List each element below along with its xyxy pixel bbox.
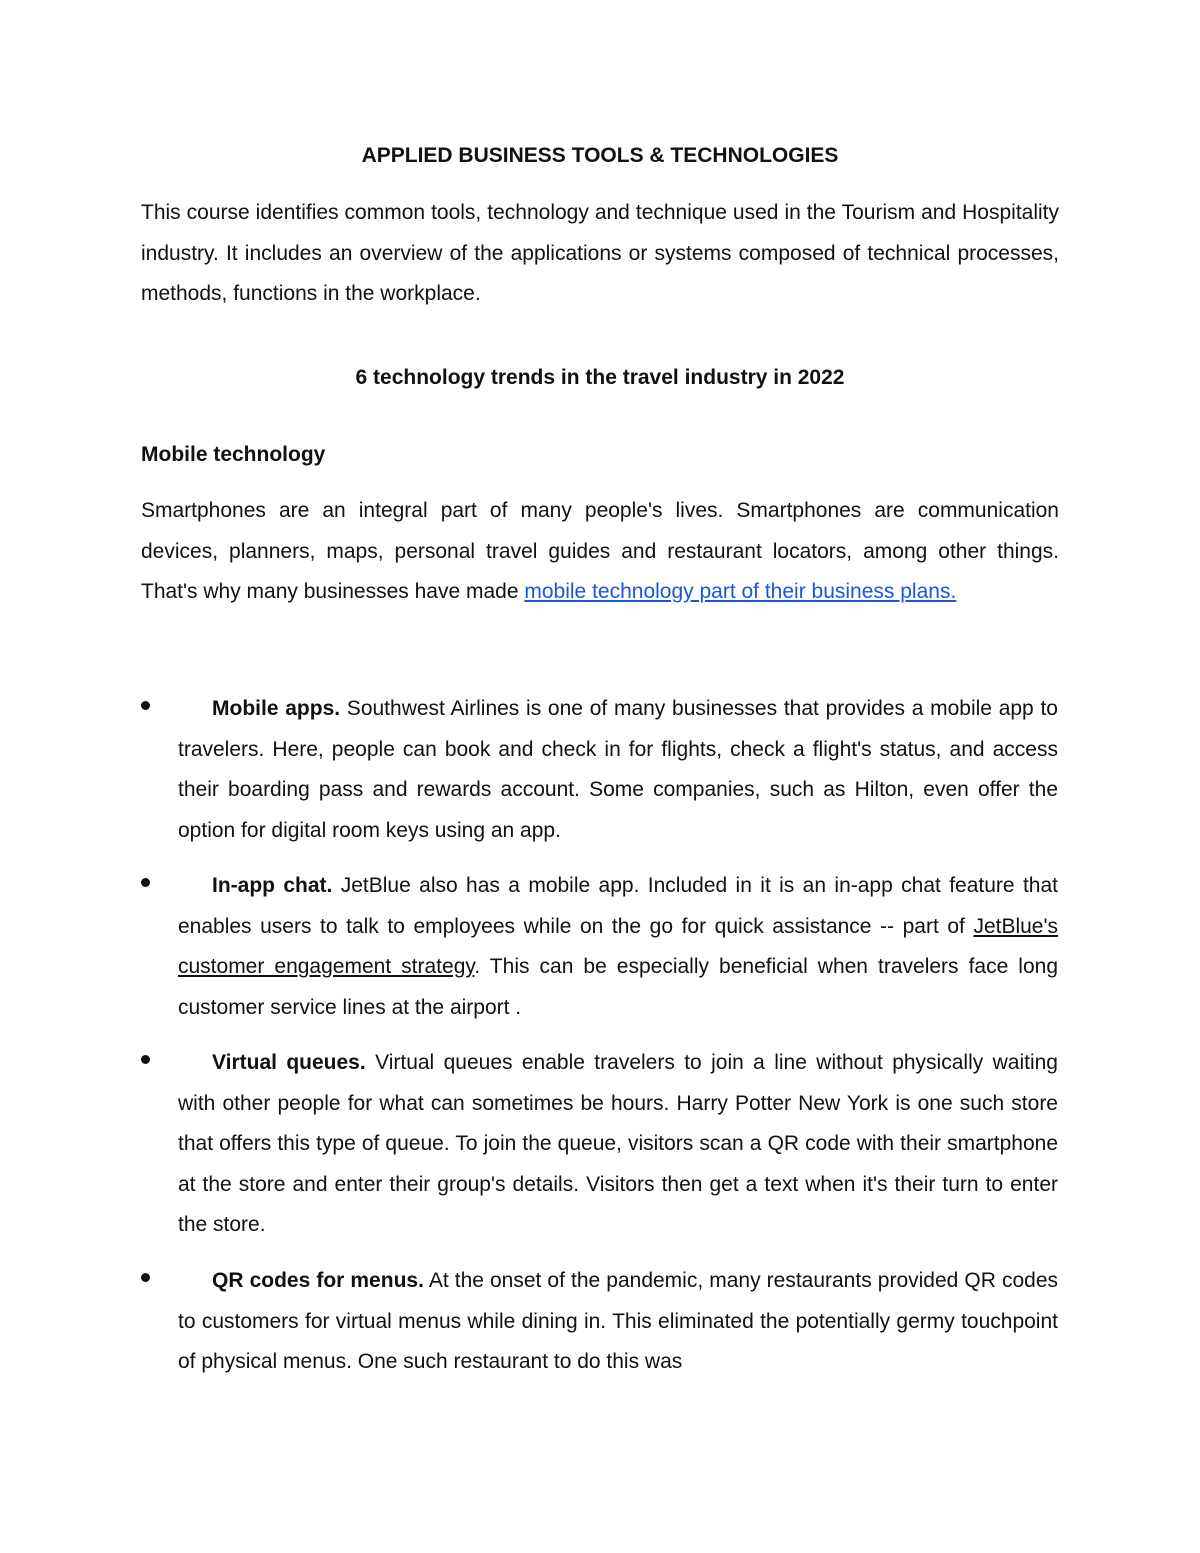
list-item-body-after: . This can be especially beneficial when travelers face long customer service lines at the airport .: [178, 955, 1058, 1019]
list-item-body: JetBlue also has a mobile app. Included in it is an in-app chat feature that enables users to talk to employees while on the go for quick assistance -- part of: [178, 874, 1058, 938]
list-item-label: In-app chat.: [212, 874, 333, 897]
bullet-icon: [141, 701, 150, 710]
mobile-technology-text: Smartphones are an integral part of many people's lives. Smartphones are communication devices, planners, maps, personal travel guides and restaurant locators, among other things. That's why many businesses have made: [141, 499, 1059, 603]
trends-title: 6 technology trends in the travel industry in 2022: [355, 366, 845, 389]
jetblue-strategy-link[interactable]: JetBlue's customer engagement strategy: [178, 914, 1058, 978]
bullet-icon: [141, 878, 150, 887]
list-item-text: [178, 866, 1058, 1028]
list-item-label: Virtual queues.: [212, 1051, 366, 1074]
list-item-text: [178, 689, 1058, 851]
list-item-body: At the onset of the pandemic, many restaurants provided QR codes to customers for virtual menus while dining in. This eliminated the potentially germy touchpoint of physical menus. One such restaurant to do this was: [178, 1269, 1058, 1373]
list-item-body: Southwest Airlines is one of many businesses that provides a mobile app to travelers. Here, people can book and check in for flights, check a flight's status, and access their boarding pass and rewards account. Some companies, such as Hilton, even offer the option for digital room keys using an app.: [178, 697, 1058, 842]
mobile-technology-link[interactable]: mobile technology part of their business plans.: [524, 580, 957, 603]
bullet-icon: [141, 1055, 150, 1064]
list-item-text: [178, 1043, 1058, 1246]
list-item-label: QR codes for menus.: [212, 1269, 424, 1292]
section-heading-mobile-technology: Mobile technology: [141, 443, 326, 466]
intro-paragraph: This course identifies common tools, technology and technique used in the Tourism and Hospitality industry. It includes an overview of the applications or systems composed of technical processes, methods, functions in the workplace.: [141, 201, 1059, 305]
bullet-icon: [141, 1273, 150, 1282]
document-title: APPLIED BUSINESS TOOLS & TECHNOLOGIES: [361, 144, 839, 167]
list-item-body: Virtual queues enable travelers to join a line without physically waiting with other people for what can sometimes be hours. Harry Potter New York is one such store that offers this type of queue. To join the queue, visitors scan a QR code with their smartphone at the store and enter their group's details. Visitors then get a text when it's their turn to enter the store.: [178, 1051, 1058, 1236]
list-item-text: [178, 1261, 1058, 1383]
mobile-technology-paragraph: [141, 491, 1059, 613]
list-item-label: Mobile apps.: [212, 697, 341, 720]
